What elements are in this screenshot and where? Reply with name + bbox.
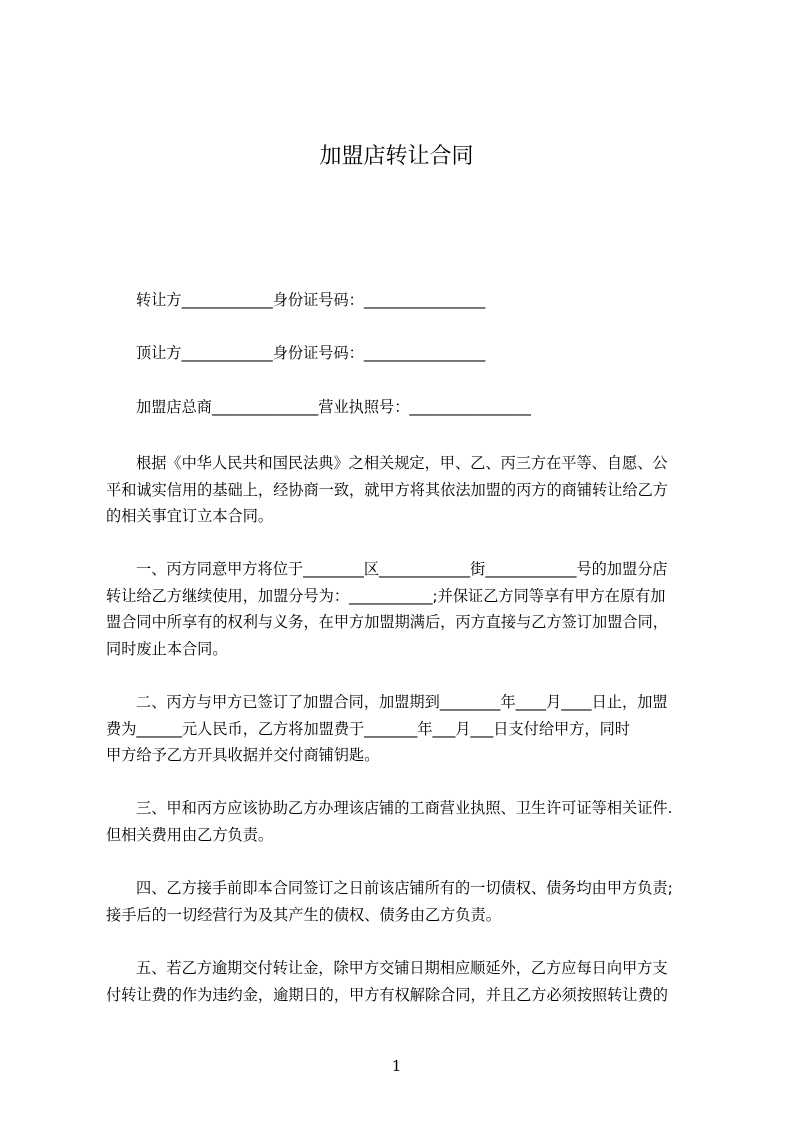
clause-2-line: 费为______元人民币，乙方将加盟费于_______年___月___日支付给甲方，同时 — [106, 720, 630, 738]
clause-5-line: 五、若乙方逾期交付转让金，除甲方交铺日期相应顺延外，乙方应每日向甲方支 — [136, 959, 668, 977]
clause-1-line: 盟合同中所享有的权利与义务，在甲方加盟期满后，丙方直接与乙方签订加盟合同， — [106, 613, 668, 631]
transferor-line: 转让方____________身份证号码：________________ — [136, 291, 486, 309]
page-number: 1 — [391, 1057, 402, 1075]
clause-4-line: 四、乙方接手前即本合同签订之日前该店铺所有的一切债权、债务均由甲方负责; — [136, 879, 673, 897]
clause-3-line: 但相关费用由乙方负责。 — [106, 826, 274, 844]
document-title: 加盟店转让合同 — [319, 144, 474, 169]
clause-3-line: 三、甲和丙方应该协助乙方办理该店铺的工商营业执照、卫生许可证等相关证件. — [136, 799, 673, 817]
clause-4-line: 接手后的一切经营行为及其产生的债权、债务由乙方负责。 — [106, 906, 501, 924]
franchisor-line: 加盟店总商______________营业执照号：________________ — [136, 398, 531, 416]
clause-5-line: 付转让费的作为违约金，逾期日的，甲方有权解除合同，并且乙方必须按照转让费的 — [106, 986, 668, 1004]
clause-2-line: 甲方给予乙方开具收据并交付商铺钥匙。 — [106, 746, 380, 764]
clause-2-line: 二、丙方与甲方已签订了加盟合同，加盟期到________年____月____日止，加盟 — [136, 693, 668, 711]
preamble-line: 平和诚实信用的基础上，经协商一致，就甲方将其依法加盟的丙方的商铺转让给乙方 — [106, 481, 668, 499]
clause-1-line: 同时废止本合同。 — [106, 640, 228, 658]
preamble-line: 的相关事宜订立本合同。 — [106, 507, 274, 525]
clause-1-line: 转让给乙方继续使用，加盟分号为：___________;并保证乙方同等享有甲方在原有加 — [106, 587, 666, 605]
preamble-line: 根据《中华人民共和国民法典》之相关规定，甲、乙、丙三方在平等、自愿、公 — [136, 454, 668, 472]
clause-1-line: 一、丙方同意甲方将位于________区____________街____________号的加盟分店 — [136, 560, 668, 578]
transferee-line: 顶让方____________身份证号码：________________ — [136, 344, 486, 362]
